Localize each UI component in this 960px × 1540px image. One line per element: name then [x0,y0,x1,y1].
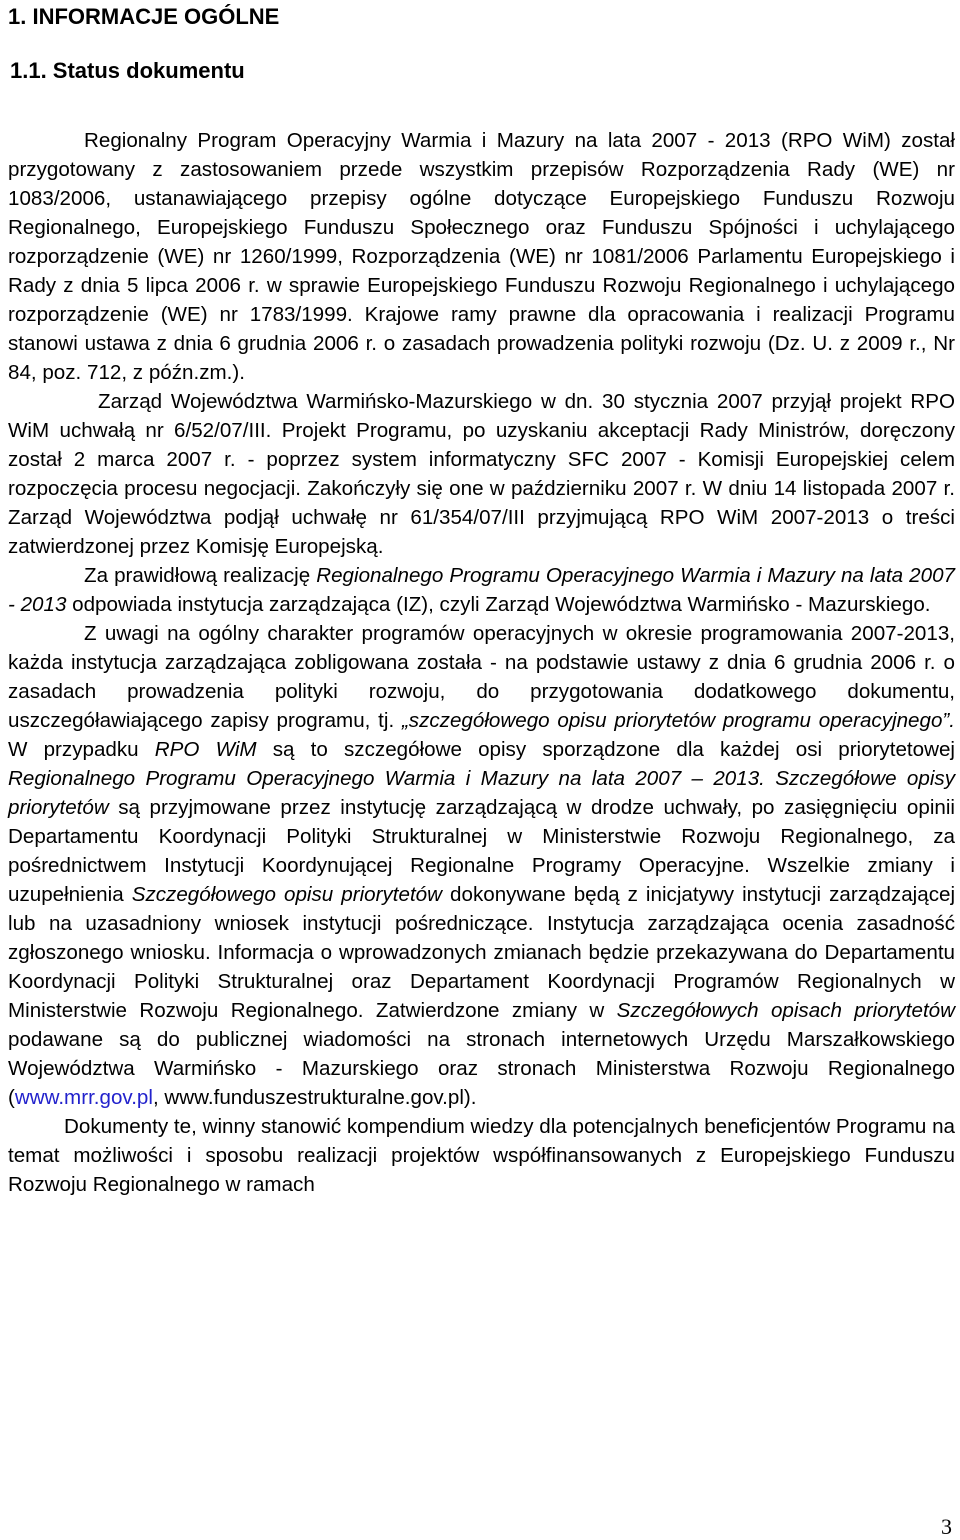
paragraph-compendium: Dokumenty te, winny stanowić kompendium wiedzy dla potencjalnych beneficjentów Programu na temat możliwości i sposobu realizacji projektów współfinansowanych z Europejskiego Funduszu Rozwoju Regionalnego w ramach [8,1115,955,1196]
text-run: są przyjmowane przez instytucję zarządzającą w drodze uchwały, po zasięgnięciu opinii Departamentu Koordynacji Polityki Strukturalnej w Ministerstwie Rozwoju Regionalnego, za pośrednictwem Instytucji Koordynującej Regionalne Programy Operacyjne. Wszelkie zmiany i uzupełnienia [8,796,955,906]
italic-text-run: „szczegółowego opisu priorytetów programu operacyjnego”. [401,709,955,732]
paragraph-detailed-description [8,619,955,1112]
text-run: W przypadku [8,738,155,761]
italic-text-run: Szczegółowych opisach priorytetów [616,999,955,1022]
page-number: 3 [941,1514,952,1539]
text-run: Z uwagi na ogólny charakter programów operacyjnych w okresie programowania 2007-2013, każda instytucja zarządzająca zobligowana została - na podstawie ustawy z dnia 6 grudnia 2006 r. o zasadach prowadzenia polityki rozwoju, do przygotowania dodatkowego dokumentu, uszczegóławiającego zapisy programu, tj. [8,622,955,732]
text-run: są to szczegółowe opisy sporządzone dla każdej osi priorytetowej [256,738,955,761]
text-run: dokonywane będą z inicjatywy instytucji zarządzającej lub na uzasadniony wniosek instytucji pośredniczące. Instytucja zarządzająca ocenia zasadność zgłoszonego wniosku. Informacja o wprowadzonych zmianach będzie przekazywana do Departamentu Koordynacji Polityki Strukturalnej oraz Departament Koordynacji Programów Regionalnych w Ministerstwie Rozwoju Regionalnego. Zatwierdzone zmiany w [8,883,956,1022]
text-run: , www.funduszestrukturalne.gov.pl). [152,1086,477,1109]
italic-text-run: Regionalnego Programu Operacyjnego Warmia i Mazury na lata 2007 – 2013. Szczegółowe opisy priorytetów [8,767,955,819]
paragraph-responsibility [8,561,955,619]
text-run: Za prawidłową realizację [84,564,317,587]
section-heading: 1. INFORMACJE OGÓLNE [8,4,280,29]
text-run: odpowiada instytucja zarządzająca (IZ), czyli Zarząd Województwa Warmińsko - Mazurskiego. [66,593,931,616]
subsection-heading: 1.1. Status dokumentu [10,58,245,83]
paragraph-adoption: Zarząd Województwa Warmińsko-Mazurskiego w dn. 30 stycznia 2007 przyjął projekt RPO WiM uchwałą nr 6/52/07/III. Projekt Programu, po uzyskaniu akceptacji Rady Ministrów, doręczony został 2 marca 2007 r. - poprzez system informatyczny SFC 2007 - Komisji Europejskiej celem rozpoczęcia procesu negocjacji. Zakończyły się one w październiku 2007 r. W dniu 14 listopada 2007 r. Zarząd Województwa podjął uchwałę nr 61/354/07/III przyjmującą RPO WiM 2007-2013 o treści zatwierdzonej przez Komisję Europejską. [8,390,955,558]
italic-text-run: RPO WiM [154,738,257,761]
mrr-link[interactable]: www.mrr.gov.pl [14,1086,153,1109]
paragraph-status: Regionalny Program Operacyjny Warmia i Mazury na lata 2007 - 2013 (RPO WiM) został przygotowany z zastosowaniem przede wszystkim przepisów Rozporządzenia Rady (WE) nr 1083/2006, ustanawiającego przepisy ogólne dotyczące Europejskiego Funduszu Rozwoju Regionalnego, Europejskiego Funduszu Społecznego oraz Funduszu Spójności i uchylającego rozporządzenie (WE) nr 1260/1999, Rozporządzenia (WE) nr 1081/2006 Parlamentu Europejskiego i Rady z dnia 5 lipca 2006 r. w sprawie Europejskiego Funduszu Rozwoju Regionalnego i uchylającego rozporządzenie (WE) nr 1783/1999. Krajowe ramy prawne dla opracowania i realizacji Programu stanowi ustawa z dnia 6 grudnia 2006 r. o zasadach prowadzenia polityki rozwoju (Dz. U. z 2009 r., Nr 84, poz. 712, z późn.zm.). [8,129,955,384]
italic-text-run: Szczegółowego opisu priorytetów [131,883,442,906]
text-run: podawane są do publicznej wiadomości na stronach internetowych Urzędu Marszałkowskiego Województwa Warmińsko - Mazurskiego oraz stronach Ministerstwa Rozwoju Regionalnego ( [8,1028,955,1109]
italic-program-name: Regionalnego Programu Operacyjnego Warmia i Mazury na lata 2007 - 2013 [8,564,955,616]
document-body [8,126,955,1199]
